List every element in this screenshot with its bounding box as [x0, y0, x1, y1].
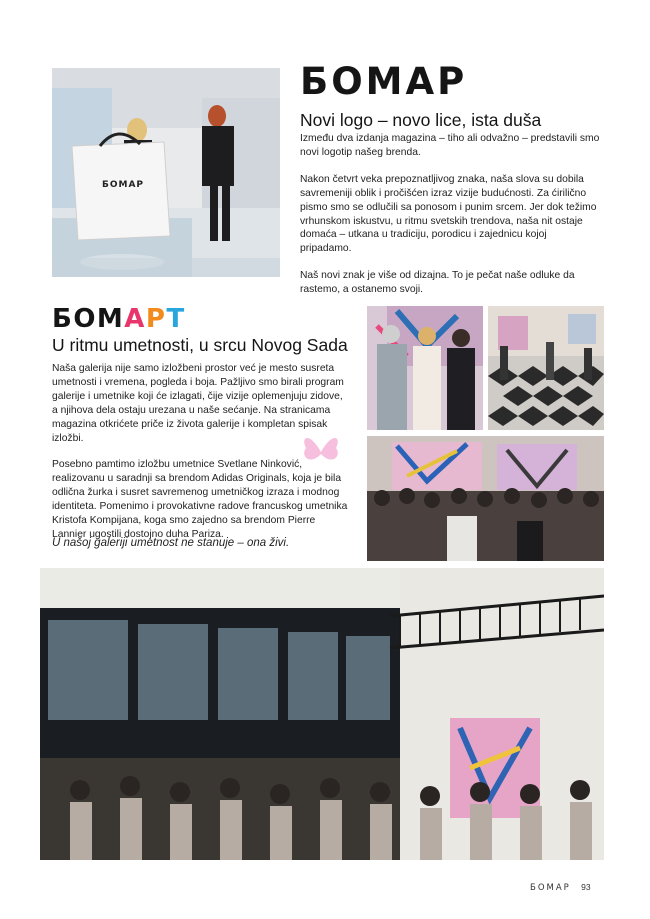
logo-letter-a: А: [124, 304, 146, 334]
footer-brand: БОМАР: [530, 883, 571, 893]
paragraph: Između dva izdanja magazina – tiho ali odvažno – predstavili smo novi logotip našeg brenda.: [300, 133, 600, 158]
top-body: [300, 132, 600, 310]
logo-letter-t: Т: [166, 304, 186, 334]
paragraph: Nakon četvrt veka prepoznatljivog znaka, naša slova su dobila savremeniji oblik i pročišćen izraz vizije budućnosti. Za ćirilično pismo smo se odlučili sa ponosom i punim srcem. Jer dok težimo vrhunskom iskustvu, u ritmu svetskih trendova, naša nit ostaje domaća – utkana u tradiciju, porodicu i zajednicu kojoj pripadamo.: [300, 173, 597, 255]
butterfly-icon: [300, 432, 342, 472]
closing-line: U našoj galeriji umetnost ne stanuje – ona živi.: [52, 537, 290, 549]
gallery-interior-photo: [40, 568, 604, 860]
bomar-logo: БОМАР: [300, 60, 468, 103]
store-bag-photo: [52, 68, 280, 277]
paragraph: Posebno pamtimo izložbu umetnice Svetlane Ninković, realizovanu u saradnji sa brendom Adidas Originals, koja je bila odlična žurka i susret savremenog umetničkog izraza i modnog identiteta. Pomenimo i provokativne radove francuskog umetnika Kristofa Kompijana, koga smo zajedno sa brendom Pierre Lannier ugostili dostojno duha Pariza.: [52, 459, 348, 540]
logo-letter-r: Р: [145, 304, 167, 334]
paragraph: Naš novi znak je više od dizajna. To je pečat naše odluke da rastemo, a ostanemo svoji.: [300, 270, 575, 296]
page-number: 93: [581, 882, 591, 892]
section-heading: Novi logo – novo lice, ista duša: [300, 110, 542, 130]
footer: [530, 882, 591, 893]
bomart-logo: [52, 304, 186, 334]
gallery-floor-photo: [488, 306, 604, 430]
logo-part: БОМ: [52, 304, 125, 334]
bag-logo: БОМАР: [102, 180, 145, 190]
gallery-crowd-photo: [367, 436, 604, 561]
gallery-group-photo: [367, 306, 483, 430]
paragraph: Naša galerija nije samo izložbeni prostor već je mesto susreta umetnosti i vremena, pogleda i boja. Pažljivo smo birali program galerije i umetnike koji će izlagati, čije vizije oplemenjuju zidove, a njihova dela ostaju urezana u naše sećanje. Na stranicama magazina otkrićete priče iz života galerije i kompletan spisak izložbi.: [52, 363, 344, 444]
section-heading: U ritmu umetnosti, u srcu Novog Sada: [52, 335, 348, 355]
